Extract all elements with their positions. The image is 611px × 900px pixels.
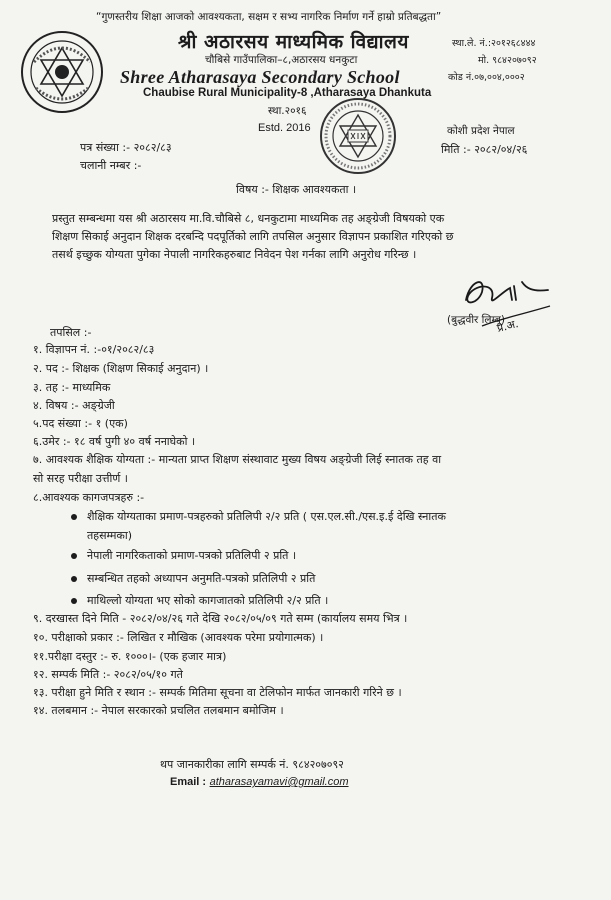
body-line: प्रस्तुत सम्बन्धमा यस श्री अठारसय मा.वि.चौबिसे ८, धनकुटामा माध्यमिक तह अङ्ग्रेजी विषयको एक — [52, 212, 445, 225]
letter-date: मिति :- २०८२/०४/२६ — [441, 143, 528, 156]
school-address-english: Chaubise Rural Municipality-8 ,Atharasaya Dhankuta — [143, 87, 432, 99]
document-item: सम्बन्धित तहको अध्यापन अनुमति-पत्रको प्रतिलिपी २ प्रति — [71, 571, 315, 586]
email-line — [170, 775, 349, 788]
list-item: २. पद :- शिक्षक (शिक्षण सिकाई अनुदान) । — [33, 362, 209, 375]
email-label: Email : — [170, 776, 207, 788]
document-item: शैक्षिक योग्यताका प्रमाण-पत्रहरुको प्रतिलिपी २/२ प्रति ( एस.एल.सी./एस.इ.ई देखि स्नातक — [71, 509, 446, 524]
list-item: १२. सम्पर्क मिति :- २०८२/०५/१० गते — [33, 668, 183, 681]
list-item: ७. आवश्यक शैक्षिक योग्यता :- मान्यता प्राप्त शिक्षण संस्थावाट मुख्य विषय अङ्ग्रेजी लिई स्नातक तह वा — [33, 453, 442, 466]
province-label: कोशी प्रदेश नेपाल — [447, 125, 515, 137]
document-item: नेपाली नागरिकताको प्रमाण-पत्रको प्रतिलिपी २ प्रति । — [71, 548, 296, 563]
school-logo-icon — [20, 30, 104, 114]
signatory-name: (बुद्धवीर लिम्बू) — [447, 314, 506, 326]
body-paragraph — [52, 210, 582, 264]
list-item: सो सरह परीक्षा उत्तीर्ण । — [33, 472, 128, 485]
list-item: ८.आवश्यक कागजपत्रहरु :- — [33, 491, 145, 504]
dispatch-number: चलानी नम्बर :- — [80, 159, 142, 172]
bullet-icon — [71, 576, 77, 582]
school-code: कोड नं.०७,००४,०००२ — [448, 72, 525, 83]
details-heading: तपसिल :- — [50, 326, 92, 339]
body-line: तसर्थ इच्छुक योग्यता पुगेका नेपाली नागरिकहरुबाट निवेदन पेश गर्नका लागि अनुरोध गरिन्छ । — [52, 248, 417, 261]
list-item: १. विज्ञापन नं. :-०१/२०८२/८३ — [33, 343, 155, 356]
subject-line: विषय :- शिक्षक आवश्यकता । — [236, 183, 357, 196]
letter-number: पत्र संख्या :- २०८२/८३ — [80, 141, 172, 154]
list-item: ११.परीक्षा दस्तुर :- रु. १०००।- (एक हजार मात्र) — [33, 650, 227, 663]
school-stamp-icon — [318, 96, 398, 176]
body-line: शिक्षण सिकाई अनुदान शिक्षक दरबन्दि पदपूर्तिको लागि तपसिल अनुसार विज्ञापन प्रकाशित गरिएको छ — [52, 230, 454, 243]
email-link[interactable]: atharasayamavi@gmail.com — [209, 776, 349, 788]
list-item: ४. विषय :- अङ्ग्रेजी — [33, 399, 115, 412]
list-item: ५.पद संख्या :- १ (एक) — [33, 417, 128, 430]
contact-line: थप जानकारीका लागि सम्पर्क नं. ९८४२०७०९२ — [160, 758, 344, 771]
svg-text:प्र.अ.: प्र.अ. — [495, 317, 520, 335]
list-item: ३. तह :- माध्यमिक — [33, 381, 111, 394]
list-item: १०. परीक्षाको प्रकार :- लिखित र मौखिक (आवश्यक परेमा प्रयोगात्मक) । — [33, 631, 324, 644]
school-motto: “गुणस्तरीय शिक्षा आजको आवश्यकता, सक्षम र सभ्य नागरिक निर्माण गर्ने हाम्रो प्रतिबद्धता” — [96, 11, 442, 23]
school-name-english: Shree Atharasaya Secondary School — [120, 67, 400, 87]
bullet-icon — [71, 598, 77, 604]
bullet-icon — [71, 514, 77, 520]
document-item-continued: तहसम्मका) — [87, 529, 133, 542]
list-item: ६.उमेर :- १८ वर्ष पुगी ४० वर्ष ननाघेको । — [33, 435, 196, 448]
mobile-number: मो. ९८४२०७०९२ — [478, 55, 537, 66]
document-item: माथिल्लो योग्यता भए सोको कागजातको प्रतिलिपी २/२ प्रति । — [71, 593, 328, 608]
school-name-nepali: श्री अठारसय माध्यमिक विद्यालय — [178, 31, 409, 53]
established-nepali: स्था.२०१६ — [268, 105, 307, 117]
list-item: ९. दरखास्त दिने मिति - २०८२/०४/२६ गते देखि २०८२/०५/०९ गते सम्म (कार्यालय समय भित्र । — [33, 612, 408, 625]
school-address-nepali: चौबिसे गाउँपालिका–८,अठारसय धनकुटा — [205, 54, 358, 66]
list-item: १४. तलबमान :- नेपाल सरकारको प्रचलित तलबमान बमोजिम । — [33, 704, 284, 717]
signature-icon — [452, 270, 562, 340]
established-english: Estd. 2016 — [258, 122, 311, 134]
bullet-icon — [71, 553, 77, 559]
registration-number: स्था.ले. नं.:२०१२६८४४४ — [452, 38, 536, 49]
list-item: १३. परीक्षा हुने मिति र स्थान :- सम्पर्क मितिमा सूचना वा टेलिफोन मार्फत जानकारी गरिने छ । — [33, 686, 402, 699]
